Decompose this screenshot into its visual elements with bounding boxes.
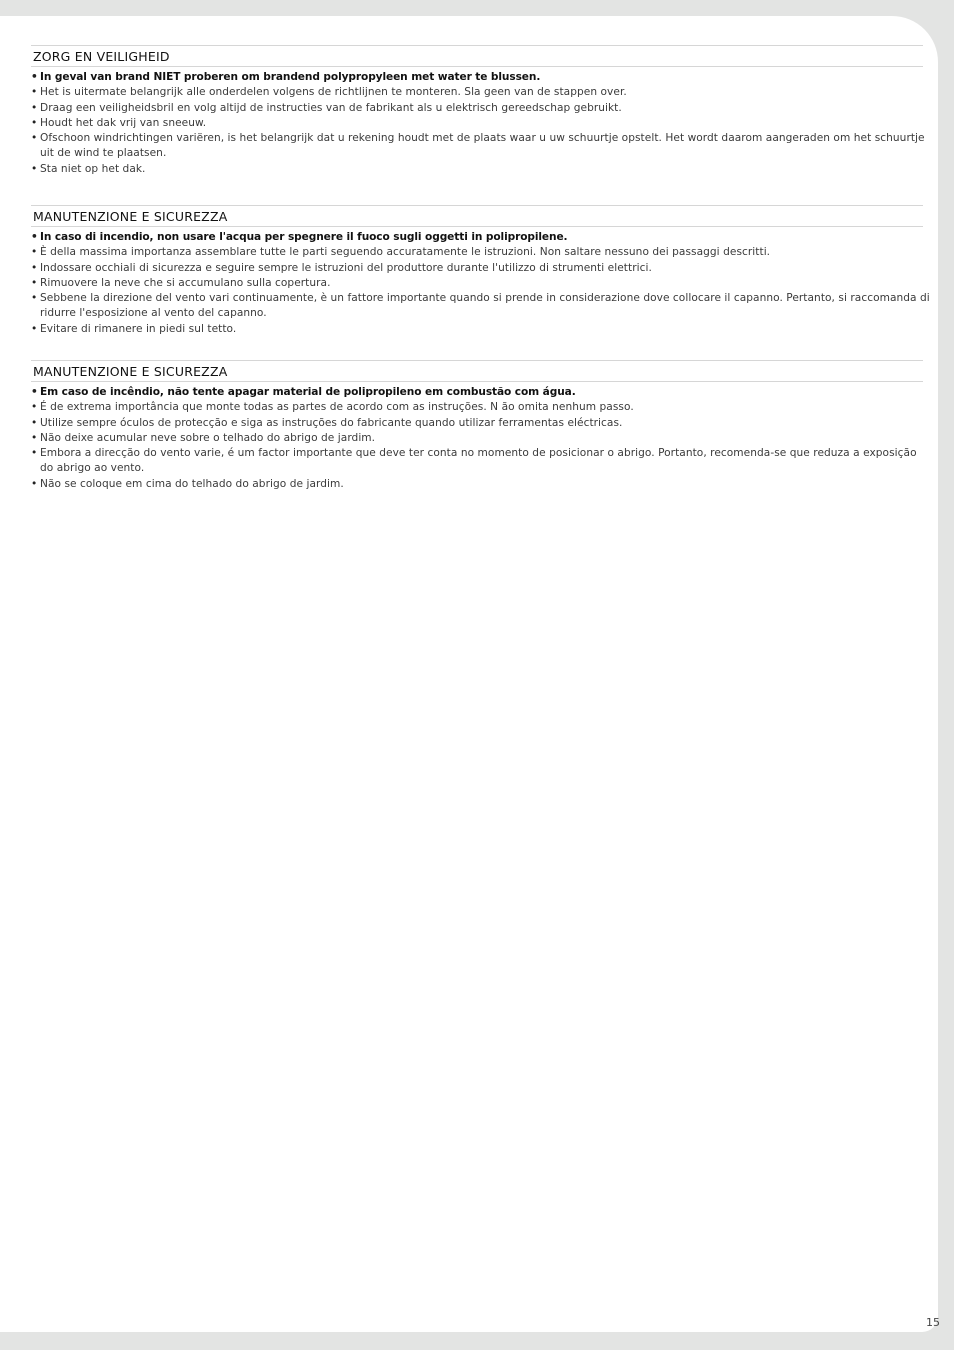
list-item: • É de extrema importância que monte todas as partes de acordo com as instruções. N ão omita nenhum passo. bbox=[31, 400, 933, 415]
section-heading: MANUTENZIONE E SICUREZZA bbox=[31, 360, 923, 382]
bullet-list bbox=[31, 70, 933, 177]
section-dutch bbox=[31, 45, 923, 177]
list-item: • Não se coloque em cima do telhado do abrigo de jardim. bbox=[31, 477, 933, 492]
list-item: • Houdt het dak vrij van sneeuw. bbox=[31, 116, 933, 131]
list-item: • Evitare di rimanere in piedi sul tetto. bbox=[31, 322, 933, 337]
list-item: • Draag een veiligheidsbril en volg altijd de instructies van de fabrikant als u elektrisch gereedschap gebruikt. bbox=[31, 101, 933, 116]
list-item: • Indossare occhiali di sicurezza e seguire sempre le istruzioni del produttore durante l'utilizzo di strumenti elettrici. bbox=[31, 261, 933, 276]
list-item: • Sta niet op het dak. bbox=[31, 162, 933, 177]
list-item: • Utilize sempre óculos de protecção e siga as instruções do fabricante quando utilizar ferramentas eléctricas. bbox=[31, 416, 933, 431]
page bbox=[0, 16, 938, 1332]
section-heading: ZORG EN VEILIGHEID bbox=[31, 45, 923, 67]
list-item: • Rimuovere la neve che si accumulano sulla copertura. bbox=[31, 276, 933, 291]
list-item: • Het is uitermate belangrijk alle onderdelen volgens de richtlijnen te monteren. Sla geen van de stappen over. bbox=[31, 85, 933, 100]
bullet-list bbox=[31, 230, 933, 337]
list-item: • Em caso de incêndio, não tente apagar material de polipropileno em combustão com água. bbox=[31, 385, 933, 400]
list-item: • Ofschoon windrichtingen variëren, is het belangrijk dat u rekening houdt met de plaats waar u uw schuurtje opstelt. Het wordt daarom aangeraden om het schuurtje uit de wind te plaatsen. bbox=[31, 131, 933, 162]
list-item: • In geval van brand NIET proberen om brandend polypropyleen met water te blussen. bbox=[31, 70, 933, 85]
list-item: • Embora a direcção do vento varie, é um factor importante que deve ter conta no momento de posicionar o abrigo. Portanto, recomenda-se que reduza a exposição do abrigo ao vento. bbox=[31, 446, 933, 477]
section-portuguese bbox=[31, 360, 923, 492]
bullet-list bbox=[31, 385, 933, 492]
list-item: • In caso di incendio, non usare l'acqua per spegnere il fuoco sugli oggetti in polipropilene. bbox=[31, 230, 933, 245]
section-heading: MANUTENZIONE E SICUREZZA bbox=[31, 205, 923, 227]
list-item: • Sebbene la direzione del vento vari continuamente, è un fattore importante quando si prende in considerazione dove collocare il capanno. Pertanto, si raccomanda di ridurre l'esposizione al vento del capanno. bbox=[31, 291, 933, 322]
page-number: 15 bbox=[926, 1316, 940, 1329]
list-item: • Não deixe acumular neve sobre o telhado do abrigo de jardim. bbox=[31, 431, 933, 446]
section-italian bbox=[31, 205, 930, 337]
list-item: • È della massima importanza assemblare tutte le parti seguendo accuratamente le istruzioni. Non saltare nessuno dei passaggi descritti. bbox=[31, 245, 933, 260]
